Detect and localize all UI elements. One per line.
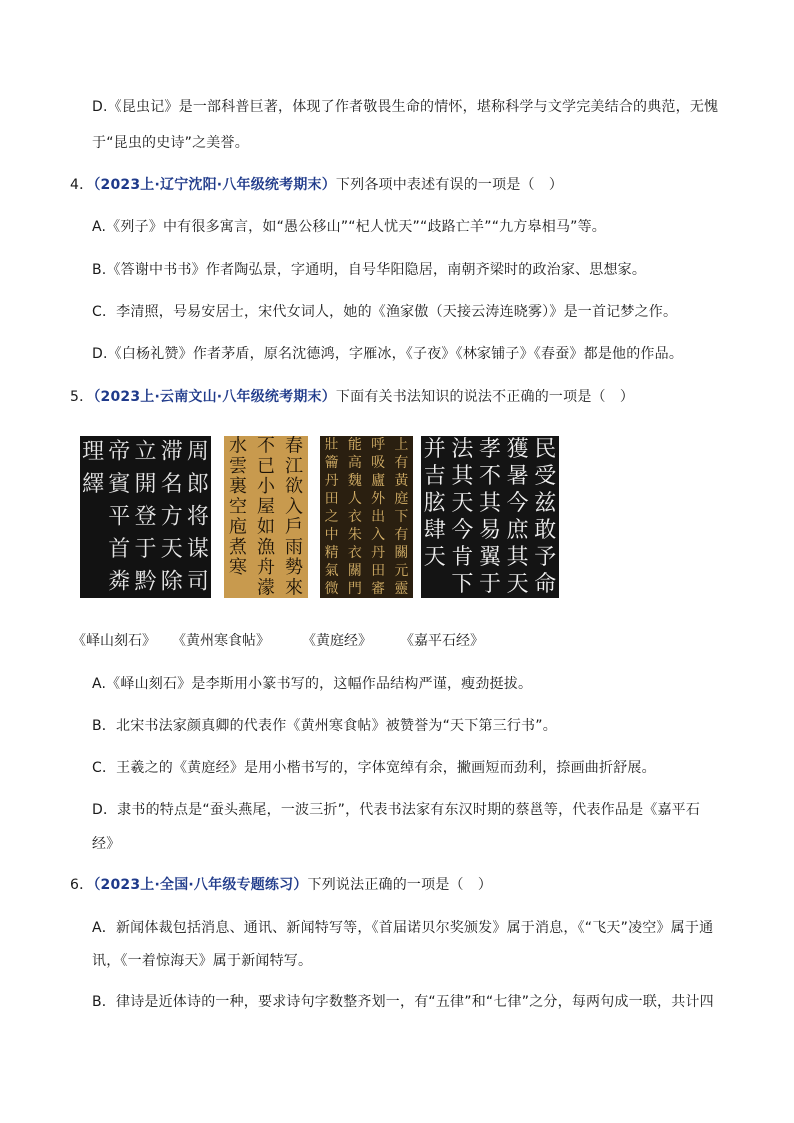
- calligraphy-glyph: 周: [186, 439, 209, 465]
- calligraphy-glyph: 庭: [394, 491, 409, 507]
- calligraphy-glyph: 如: [257, 516, 275, 538]
- calligraphy-glyph: 勢: [285, 557, 303, 579]
- calligraphy-image-huangzhou: [224, 436, 308, 598]
- calligraphy-glyph: 丹: [371, 545, 386, 561]
- q6-option-b-line1: B．律诗是近体诗的一种，要求诗句字数整齐划一，有“五律”和“七律”之分，每两句成一联，共计四: [92, 994, 714, 1010]
- calligraphy-glyph: 春: [285, 436, 303, 457]
- q4-option-a: A.《列子》中有很多寓言，如“愚公移山”“杞人忧天”“歧路亡羊”“九方皋相马”等。: [92, 219, 607, 235]
- calligraphy-glyph: 孝: [478, 437, 502, 462]
- q5-option-c: C．王羲之的《黄庭经》是用小楷书写的，字体宽绰有余，撇画短而劲利，捺画曲折舒展。: [92, 760, 656, 776]
- calligraphy-glyph: 兹: [534, 491, 557, 516]
- calligraphy-glyph: 肯: [451, 545, 474, 570]
- calligraphy-glyph: 郎: [186, 472, 209, 498]
- calligraphy-glyph: 登: [134, 504, 157, 530]
- calligraphy-glyph: 來: [285, 577, 303, 598]
- calligraphy-glyph: 田: [324, 491, 339, 507]
- calligraphy-glyph: 丹: [324, 473, 339, 489]
- calligraphy-glyph: 人: [347, 491, 362, 507]
- calligraphy-glyph: 翼: [478, 545, 502, 570]
- calligraphy-glyph: 能: [347, 437, 362, 453]
- calligraphy-glyph: 天: [451, 491, 474, 516]
- calligraphy-glyph: 吸: [371, 455, 386, 471]
- calligraphy-glyph: 有: [394, 527, 409, 543]
- question-source: （2023上·辽宁沈阳·八年级统考期末）: [93, 177, 336, 193]
- calligraphy-glyph: 庖: [229, 516, 247, 538]
- calligraphy-glyph: 朱: [347, 527, 362, 543]
- calligraphy-glyph: 今: [451, 518, 474, 543]
- calligraphy-glyph: 已: [257, 455, 275, 477]
- calligraphy-glyph: 法: [451, 437, 474, 462]
- q5-option-d-line1: D．隶书的特点是“蚕头燕尾，一波三折”，代表书法家有东汉时期的蔡邕等，代表作品是《嘉平石: [92, 802, 701, 818]
- calligraphy-image-jiaping: [421, 436, 559, 598]
- q6-option-a-line1: A．新闻体裁包括消息、通讯、新闻特写等，《首届诺贝尔奖颁发》属于消息，《“飞天”凌空》属于通: [92, 920, 714, 936]
- calligraphy-glyph: 屋: [257, 496, 275, 518]
- calligraphy-glyph: 江: [285, 455, 303, 477]
- calligraphy-glyph: 靈: [394, 581, 409, 597]
- calligraphy-glyph: 庶: [506, 518, 529, 543]
- calligraphy-glyph: 雲: [229, 455, 247, 477]
- calligraphy-glyph: 高: [347, 455, 362, 471]
- calligraphy-glyph: 之: [324, 509, 339, 525]
- question-number: 5．: [70, 389, 94, 405]
- question-number: 4．: [70, 177, 94, 193]
- calligraphy-glyph: 關: [394, 545, 409, 561]
- calligraphy-glyph: 籥: [324, 455, 339, 471]
- calligraphy-glyph: 其: [451, 464, 474, 489]
- calligraphy-glyph: 出: [371, 509, 386, 525]
- calligraphy-glyph: 門: [347, 581, 362, 597]
- calligraphy-glyph: 天: [506, 572, 529, 597]
- q4-option-d: D.《白杨礼赞》作者茅盾，原名沈德鸿，字雁冰，《子夜》《林家铺子》《春蚕》都是他的作品。: [92, 346, 684, 362]
- calligraphy-glyph: 不: [478, 464, 502, 489]
- calligraphy-glyph: 獲: [506, 437, 529, 462]
- calligraphy-glyph: 開: [134, 472, 157, 498]
- calligraphy-glyph: 粦: [108, 569, 131, 595]
- calligraphy-glyph: 小: [257, 476, 275, 498]
- calligraphy-glyph: 壯: [324, 437, 339, 453]
- calligraphy-glyph: 予: [534, 545, 557, 570]
- question-text: 下列各项中表述有误的一项是（ ）: [335, 177, 564, 193]
- calligraphy-glyph: 繹: [82, 472, 105, 498]
- calligraphy-glyph: 關: [347, 563, 362, 579]
- calligraphy-glyph: 衣: [347, 509, 362, 525]
- calligraphy-glyph: 下: [451, 572, 474, 597]
- calligraphy-glyph: 裏: [229, 476, 247, 498]
- calligraphy-glyph: 寒: [229, 557, 247, 579]
- calligraphy-glyph: 雨: [285, 536, 303, 558]
- q5-option-b: B．北宋书法家颜真卿的代表作《黄州寒食帖》被赞誉为“天下第三行书”。: [92, 718, 557, 734]
- question-text: 下列说法正确的一项是（ ）: [307, 877, 493, 893]
- calligraphy-glyph: 其: [478, 491, 502, 516]
- question-5-stem: [70, 387, 634, 407]
- calligraphy-glyph: 除: [160, 569, 183, 595]
- calligraphy-glyph: 廬: [371, 473, 386, 489]
- q5-option-a: A.《峄山刻石》是李斯用小篆书写的，这幅作品结构严谨，瘦劲挺拔。: [92, 676, 533, 692]
- question-4-stem: [70, 175, 563, 195]
- calligraphy-glyph: 吉: [423, 464, 446, 489]
- calligraphy-glyph: 命: [534, 572, 557, 597]
- calligraphy-glyph: 将: [186, 504, 209, 530]
- q4-option-b: B.《答谢中书书》作者陶弘景，字通明，自号华阳隐居，南朝齐梁时的政治家、思想家。: [92, 262, 647, 278]
- calligraphy-glyph: 衣: [347, 545, 362, 561]
- calligraphy-glyph: 帝: [108, 439, 131, 465]
- calligraphy-glyph: 欲: [285, 476, 303, 498]
- calligraphy-glyph: 賓: [108, 472, 131, 498]
- calligraphy-glyph: 肆: [423, 518, 446, 543]
- calligraphy-glyph: 審: [371, 581, 386, 597]
- calligraphy-glyph: 不: [257, 436, 275, 457]
- question-text: 下面有关书法知识的说法不正确的一项是（ ）: [335, 389, 635, 405]
- calligraphy-glyph: 外: [371, 491, 386, 507]
- calligraphy-image-huangting: [320, 436, 413, 598]
- calligraphy-glyph: 方: [160, 504, 183, 530]
- calligraphy-glyph: 濛: [257, 577, 275, 598]
- q3-option-d-line1: D.《昆虫记》是一部科普巨著，体现了作者敬畏生命的情怀，堪称科学与文学完美结合的典范，无愧: [92, 99, 719, 115]
- q3-option-d-line2: 于“昆虫的史诗”之美誉。: [92, 135, 249, 151]
- calligraphy-glyph: 司: [186, 569, 209, 595]
- calligraphy-glyph: 今: [506, 491, 529, 516]
- calligraphy-glyph: 入: [371, 527, 386, 543]
- calligraphy-glyph: 精: [324, 545, 339, 561]
- calligraphy-glyph: 于: [134, 536, 157, 562]
- calligraphy-glyph: 有: [394, 455, 409, 471]
- q5-option-d-line2: 经》: [92, 836, 121, 852]
- calligraphy-glyph: 谋: [186, 536, 209, 562]
- caption-yishan: 《峄山刻石》: [72, 633, 156, 649]
- calligraphy-glyph: 上: [394, 437, 409, 453]
- calligraphy-glyph: 氣: [324, 563, 339, 579]
- calligraphy-glyph: 元: [394, 563, 409, 579]
- calligraphy-glyph: 易: [478, 518, 502, 543]
- calligraphy-glyph: 中: [324, 527, 339, 543]
- calligraphy-glyph: 平: [108, 504, 131, 530]
- calligraphy-glyph: 理: [82, 439, 105, 465]
- calligraphy-glyph: 煮: [229, 536, 247, 558]
- calligraphy-glyph: 戶: [285, 516, 303, 538]
- calligraphy-glyph: 漁: [257, 536, 275, 558]
- q6-option-a-line2: 讯，《一着惊海天》属于新闻特写。: [92, 953, 313, 969]
- calligraphy-glyph: 天: [423, 545, 446, 570]
- calligraphy-glyph: 黃: [394, 473, 409, 489]
- calligraphy-glyph: 并: [423, 437, 446, 462]
- caption-huangting: 《黄庭经》: [302, 633, 372, 649]
- q4-option-c: C．李清照，号易安居士，宋代女词人，她的《渔家傲（天接云涛连晓雾）》是一首记梦之作。: [92, 304, 678, 320]
- calligraphy-glyph: 微: [324, 581, 339, 597]
- calligraphy-glyph: 空: [229, 496, 247, 518]
- calligraphy-image-yishan: [80, 436, 211, 598]
- calligraphy-glyph: 魏: [347, 473, 362, 489]
- calligraphy-glyph: 下: [394, 509, 409, 525]
- calligraphy-glyph: 水: [229, 436, 247, 457]
- caption-huangzhou: 《黄州寒食帖》: [172, 633, 270, 649]
- calligraphy-glyph: 立: [134, 439, 157, 465]
- calligraphy-glyph: 暑: [506, 464, 529, 489]
- question-6-stem: [70, 875, 492, 895]
- calligraphy-glyph: 其: [506, 545, 529, 570]
- calligraphy-glyph: 名: [160, 472, 183, 498]
- question-source: （2023上·云南文山·八年级统考期末）: [93, 389, 336, 405]
- calligraphy-glyph: 民: [534, 437, 557, 462]
- question-source: （2023上·全国·八年级专题练习）: [93, 877, 308, 893]
- calligraphy-glyph: 呼: [371, 437, 386, 453]
- caption-jiaping: 《嘉平石经》: [400, 633, 484, 649]
- calligraphy-glyph: 滞: [160, 439, 183, 465]
- calligraphy-glyph: 黔: [134, 569, 157, 595]
- calligraphy-glyph: 天: [160, 536, 183, 562]
- calligraphy-glyph: 首: [108, 536, 131, 562]
- calligraphy-glyph: 胘: [423, 491, 446, 516]
- calligraphy-glyph: 于: [478, 572, 502, 597]
- calligraphy-glyph: 入: [285, 496, 303, 518]
- calligraphy-glyph: 舟: [257, 557, 275, 579]
- calligraphy-glyph: 敢: [534, 518, 557, 543]
- question-number: 6．: [70, 877, 94, 893]
- calligraphy-glyph: 受: [534, 464, 557, 489]
- calligraphy-glyph: 田: [371, 563, 386, 579]
